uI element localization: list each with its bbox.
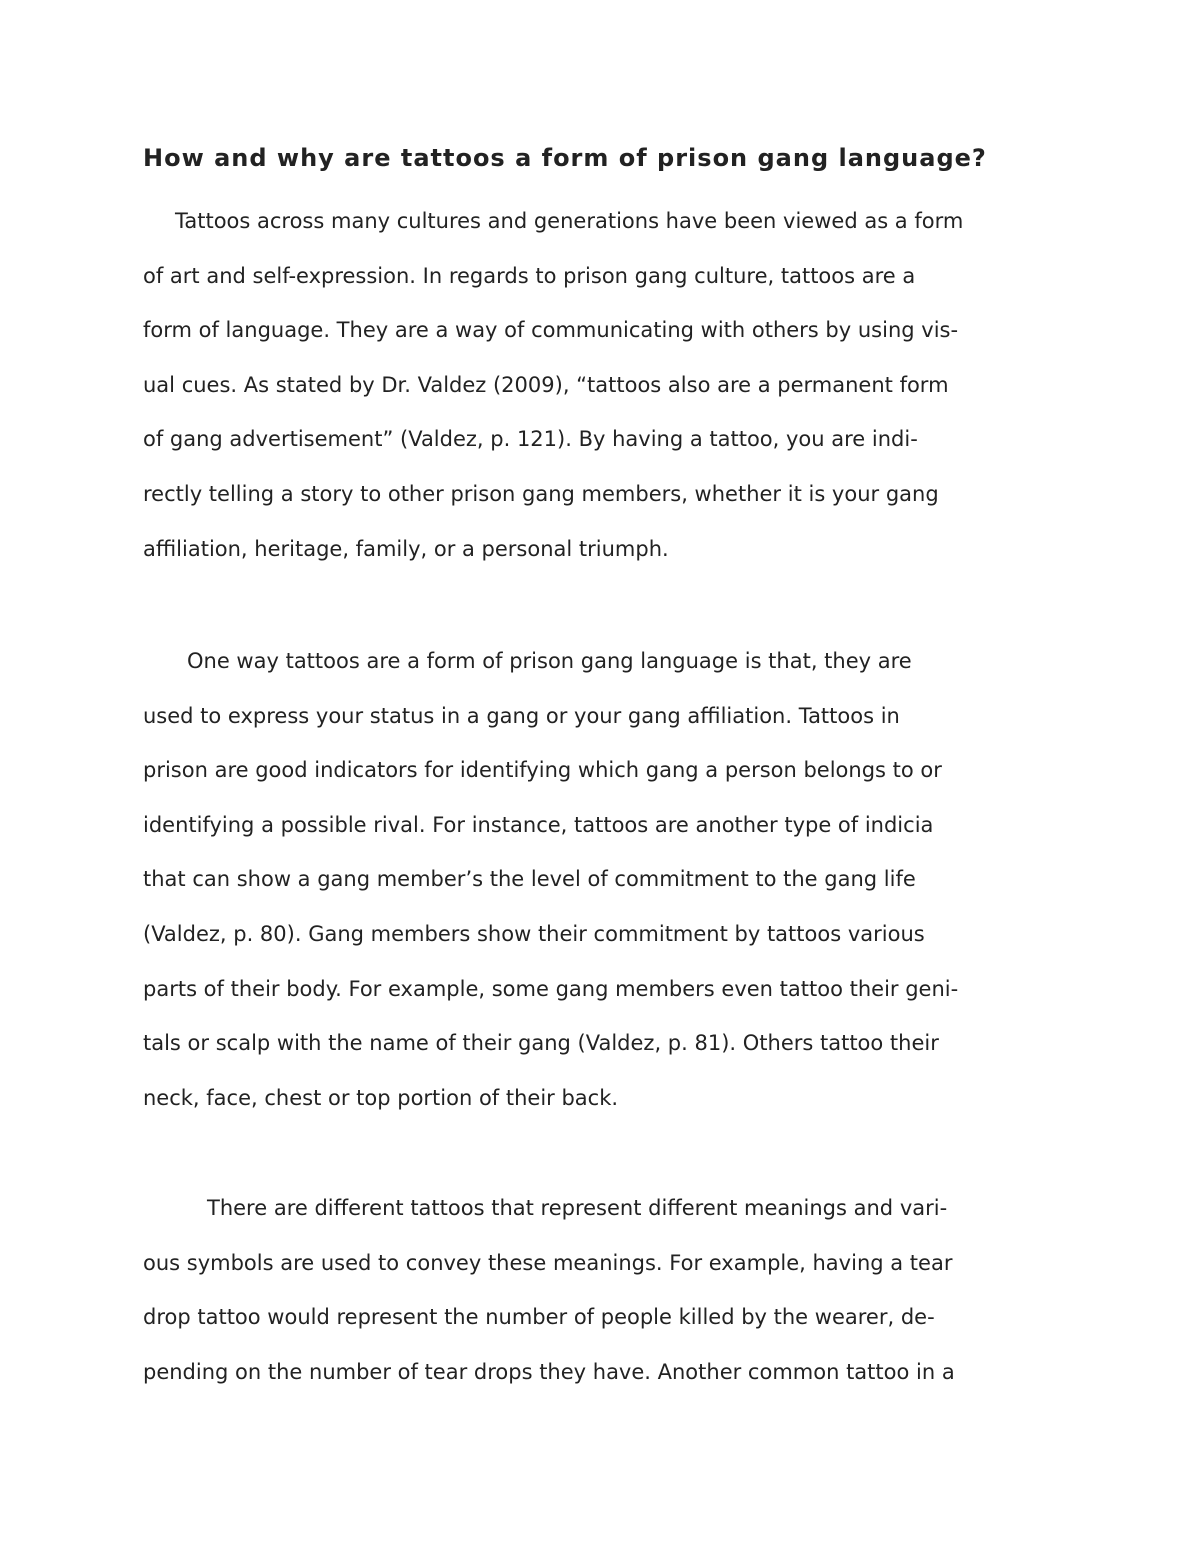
paragraph-line: ual cues. As stated by Dr. Valdez (2009), “tattoos also are a permanent form xyxy=(143,372,949,397)
paragraph-line: form of language. They are a way of communicating with others by using vis- xyxy=(143,318,959,343)
paragraph-line: Tattoos across many cultures and generations have been viewed as a form xyxy=(175,209,964,233)
paragraph-line: ous symbols are used to convey these meanings. For example, having a tear xyxy=(143,1250,953,1275)
paragraph-line: rectly telling a story to other prison gang members, whether it is your gang xyxy=(143,481,939,506)
paragraph-3 xyxy=(143,1181,955,1399)
paragraph-line: There are different tattoos that represent different meanings and vari- xyxy=(207,1196,948,1220)
paragraph-line: of gang advertisement” (Valdez, p. 121). By having a tattoo, you are indi- xyxy=(143,427,918,452)
paragraph-2 xyxy=(143,634,958,1125)
paragraph-line: parts of their body. For example, some gang members even tattoo their geni- xyxy=(143,976,959,1001)
paragraph-line: prison are good indicators for identifying which gang a person belongs to or xyxy=(143,758,942,783)
paragraph-line: pending on the number of tear drops they have. Another common tattoo in a xyxy=(143,1359,955,1384)
document-title: How and why are tattoos a form of prison gang language? xyxy=(143,144,987,172)
paragraph-line: tals or scalp with the name of their gang (Valdez, p. 81). Others tattoo their xyxy=(143,1031,939,1056)
paragraph-line: (Valdez, p. 80). Gang members show their commitment by tattoos various xyxy=(143,921,925,946)
paragraph-line: One way tattoos are a form of prison gang language is that, they are xyxy=(187,649,912,673)
paragraph-line: identifying a possible rival. For instance, tattoos are another type of indicia xyxy=(143,812,934,837)
paragraph-line: drop tattoo would represent the number of people killed by the wearer, de- xyxy=(143,1305,935,1330)
paragraph-line: of art and self-expression. In regards to prison gang culture, tattoos are a xyxy=(143,263,916,288)
paragraph-line: that can show a gang member’s the level of commitment to the gang life xyxy=(143,867,916,892)
paragraph-1 xyxy=(143,194,963,576)
paragraph-line: neck, face, chest or top portion of their back. xyxy=(143,1085,619,1110)
paragraph-line: used to express your status in a gang or your gang affiliation. Tattoos in xyxy=(143,703,900,728)
paragraph-line: affiliation, heritage, family, or a personal triumph. xyxy=(143,536,669,561)
